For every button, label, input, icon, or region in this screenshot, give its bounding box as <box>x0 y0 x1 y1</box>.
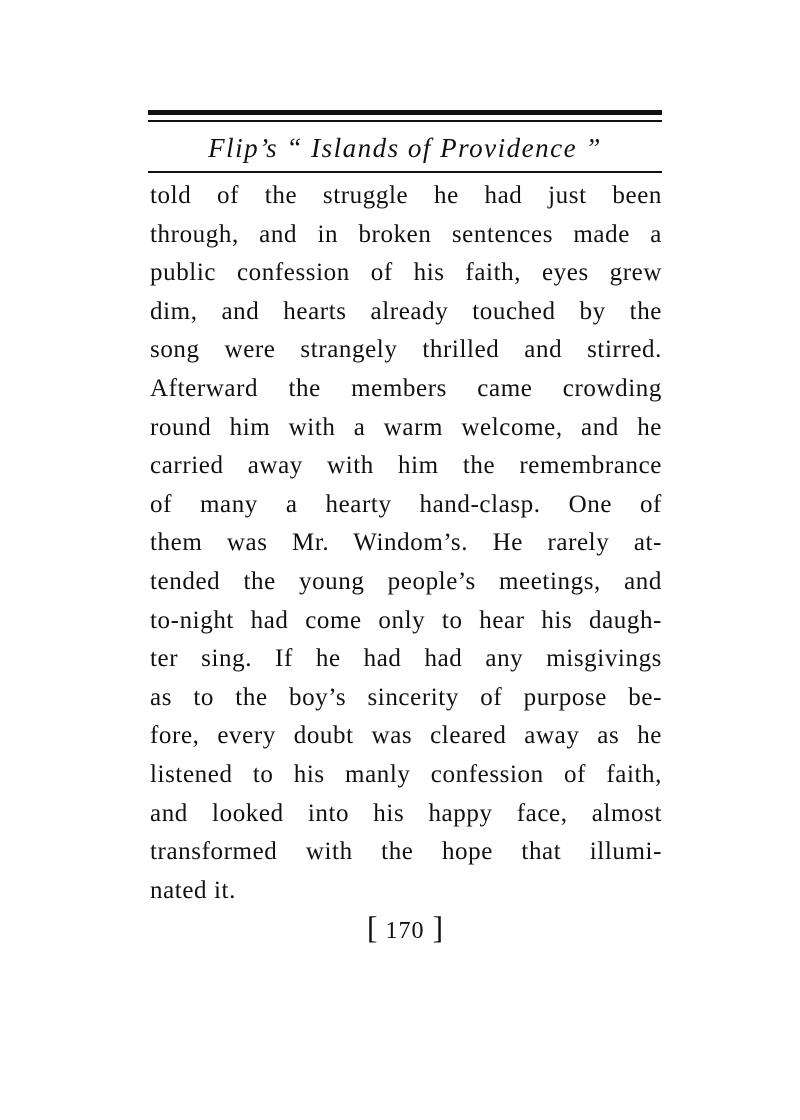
text-line: of many a hearty hand-clasp. One of <box>150 490 662 518</box>
text-line: told of the struggle he had just been <box>150 182 662 209</box>
text-line: transformed with the hope that illumi- <box>150 838 662 866</box>
text-line: round him with a warm welcome, and he <box>150 413 662 441</box>
header-rule-thin <box>148 120 662 122</box>
open-bracket: [ <box>366 909 378 945</box>
text-line: through, and in broken sentences made a <box>150 220 662 248</box>
header-rule-thick <box>148 110 662 115</box>
text-line: Afterward the members came crowding <box>150 374 662 402</box>
text-line: public confession of his faith, eyes grew <box>150 259 662 287</box>
text-line: carried away with him the remembrance <box>150 452 662 480</box>
text-line: them was Mr. Windom’s. He rarely at- <box>150 529 662 557</box>
text-line: and looked into his happy face, almost <box>150 799 662 827</box>
body-paragraph <box>150 177 662 910</box>
text-line: dim, and hearts already touched by the <box>150 297 662 325</box>
text-line: song were strangely thrilled and stirred. <box>150 336 662 364</box>
text-line: as to the boy’s sincerity of purpose be- <box>150 683 662 711</box>
text-line-last: nated it. <box>150 876 236 904</box>
text-line: fore, every doubt was cleared away as he <box>150 722 662 750</box>
close-bracket: ] <box>432 909 444 945</box>
header-rule-bottom <box>148 171 662 173</box>
text-line: tended the young people’s meetings, and <box>150 567 662 595</box>
running-title: Flip’s “ Islands of Providence ” <box>208 133 602 163</box>
text-line: to-night had come only to hear his daugh- <box>150 606 662 634</box>
page-number: 170 <box>385 918 425 944</box>
page-number-block <box>300 905 510 949</box>
text-line: listened to his manly confession of faith, <box>150 760 662 788</box>
text-line: ter sing. If he had had any misgivings <box>150 645 662 673</box>
